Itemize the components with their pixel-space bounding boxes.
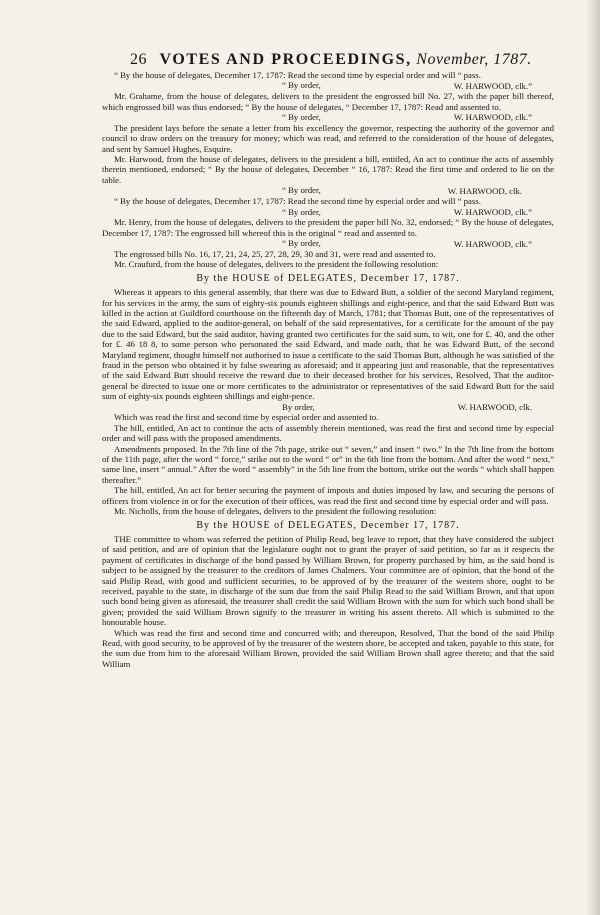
page-number: 26 [130, 51, 147, 68]
by-order-line: “ By order, [282, 185, 321, 196]
clerk-signature: W. HARWOOD, clk.” [453, 206, 532, 217]
by-order-line: “ By order, [282, 238, 321, 249]
clerk-signature: W. HARWOOD, clk.” [453, 238, 532, 249]
page-edge [586, 0, 600, 915]
body-paragraph: Mr. Henry, from the house of delegates, delivers to the president the paper bill No. 32, endorsed; “ By the house of delegates, December 17, 1787: The engrossed bill whereof this is the original “ read and assented to. [102, 217, 554, 238]
header-date: November, 1787. [416, 51, 532, 68]
body-paragraph: Mr. Grahame, from the house of delegates, delivers to the president the engrossed bill No. 27, with the paper bill thereof, which engrossed bill was thus endorsed; “ By the house of delegates, “ December 17, 1787: Read and assented to. [102, 91, 554, 112]
body-paragraph: Mr. Craufurd, from the house of delegates, delivers to the president the following resolution: [114, 259, 439, 270]
body-paragraph: Mr. Harwood, from the house of delegates, delivers to the president a bill, entitled, An act to continue the acts of assembly therein mentioned, endorsed; “ By the house of delegates, December “ 16, 1787: Read the first time and ordered to lie on the table. [102, 154, 554, 185]
clerk-signature: W. HARWOOD, clk.” [453, 80, 532, 91]
body-paragraph: The bill, entitled, An act to continue the acts of assembly therein mentioned, was read the first and second time by especial order and will pass with the proposed amendments. [102, 422, 554, 444]
header-title: VOTES AND PROCEEDINGS, [159, 51, 412, 68]
by-order-line: By order, [282, 401, 315, 412]
body-paragraph: Which was read the first and second time by especial order and assented to. [114, 412, 379, 423]
clerk-signature: W. HARWOOD, clk. [457, 402, 532, 413]
body-paragraph: Which was read the first and second time and concurred with; and thereupon, Resolved, That the bond of the said Philip Read, with good security, to be approved of by the treasurer of the western shore, be accepted and taken, payable to this state, for the sum due from him to the aforesaid William Brown, provided the said William Brown shall agree thereto; and that the said William [102, 627, 554, 669]
resolution-heading: By the HOUSE of DELEGATES, December 17, 1787. [196, 519, 460, 531]
body-paragraph: The president lays before the senate a letter from his excellency the governor, respecting the authority of the governor and council to draw orders on the treasury for money; which was read, and referred to the consideration of the house of delegates, and sent by Samuel Hughes, Esquire. [102, 122, 554, 154]
resolution-heading: By the HOUSE of DELEGATES, December 17, 1787. [196, 272, 460, 284]
body-paragraph: The engrossed bills No. 16, 17, 21, 24, 25, 27, 28, 29, 30 and 31, were read and assented to. [114, 248, 436, 259]
by-order-line: “ By order, [282, 80, 321, 91]
by-order-line: “ By order, [282, 206, 321, 217]
body-paragraph: The bill, entitled, An act for better securing the payment of imposts and duties imposed by law, and securing the persons of officers from violence in or for the execution of their offices, was read the first and second time by especial order and will pass. [102, 485, 554, 506]
clerk-signature: W. HARWOOD, clk. [447, 185, 522, 196]
body-paragraph: THE committee to whom was referred the petition of Philip Read, beg leave to report, that they have considered the subject of said petition, and are of opinion that the legislature ought not to grant the prayer of said petition, so far as it respects the payment of certificates in discharge of the bond passed by William Brown, for property purchased by him, as the said bond is subject to be assigned by the treasurer to the creditors of James Chalmers. Your committee are of opinion, that the bond of the said Philip Read, with good and sufficient securities, to be approved of by the treasurer of the western shore, ought to be received, payable to the state, in discharge of the sum due from the said Philip Read to the said William Brown, and that upon such bond being given as aforesaid, the treasurer shall credit the said William Brown with the sum for which such bond shall be given; provided the said William Brown signify to the treasurer in writing his assent thereto. All which is submitted to the honourable house. [102, 533, 554, 628]
body-paragraph: Mr. Nicholls, from the house of delegates, delivers to the president the following resolution: [114, 506, 437, 517]
body-lines [102, 70, 554, 669]
body-paragraph: “ By the house of delegates, December 17, 1787: Read the second time by especial order and will “ pass. [114, 70, 481, 80]
body-paragraph: Whereas it appears to this general assembly, that there was due to Edward Butt, a soldier of the second Maryland regiment, for his services in the army, the sum of eighty-six pounds eighteen shillings and eight-pence, and that the said Edward Butt was killed in the action at Guildford courthouse on the fifteenth day of March, 1781; that Thomas Butt, one of the representatives of the said Edward, applied to the auditor-general, on behalf of the said representatives, for a certificate for the amount of the pay due to the said Edward, but the said auditor, having granted two certificates for the said sum, to wit, one for £. 40, and the other for £. 46 18 8, to some person who personated the said Edward, and made oath, that he was Edward Butt, of the second Maryland regiment, thought himself not authorised to issue a certificate to the said Thomas Butt, although he was satisfied of the fraud in the person who obtained it by false swearing as aforesaid; and it appearing just and reasonable, that the representatives of the said Edward Butt should receive the reward due to their deceased brother for his services, Resolved, That the auditor-general be directed to issue one or more certificates to the administrator or representatives of the said Edward Butt for the said sum of eighty-six pounds eighteen shillings and eight-pence. [102, 287, 554, 402]
page-body [102, 52, 554, 669]
by-order-line: “ By order, [282, 112, 321, 123]
body-paragraph: Amendments proposed. In the 7th line of the 7th page, strike out “ seven,” and insert “ two.” In the 7th line from the bottom of the 11th page, after the word “ force,” strike out to the word “ or” in the 6th line from the bottom. And after the word “ next,” same line, insert “ annual.” After the word “ assembly” in the 5th line from the bottom, strike out the words “ which shall happen thereafter.” [102, 443, 554, 485]
body-paragraph: “ By the house of delegates, December 17, 1787: Read the second time by especial order and will “ pass. [114, 196, 481, 207]
clerk-signature: W. HARWOOD, clk.” [453, 112, 532, 123]
